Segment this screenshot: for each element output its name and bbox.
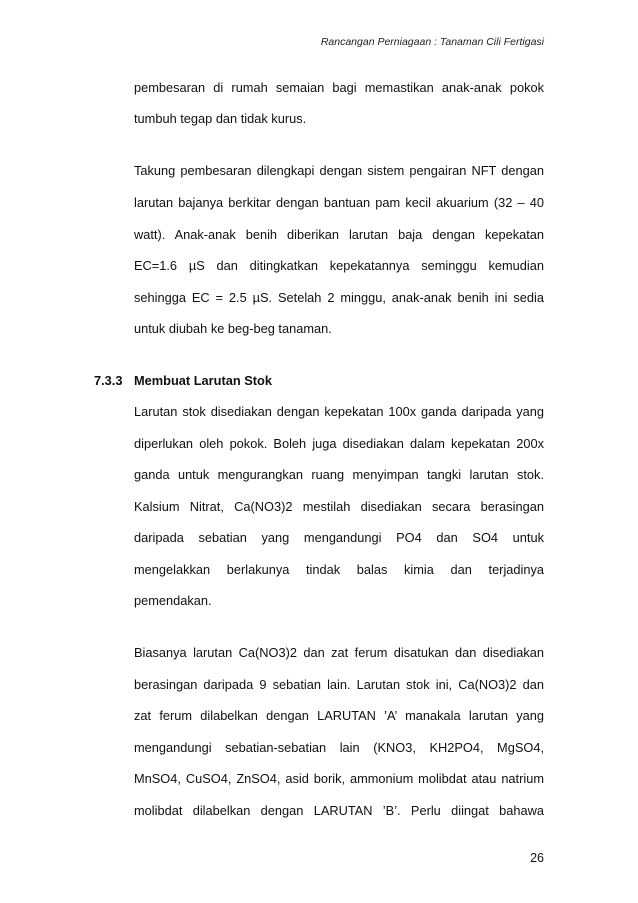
paragraph-4-line-6: molibdat dilabelkan dengan LARUTAN ’B’. Perlu diingat bahawa: [134, 803, 544, 818]
section-number: 7.3.3: [94, 373, 123, 388]
running-header: Rancangan Perniagaan : Tanaman Cili Fertigasi: [320, 36, 544, 48]
paragraph-4-line-5: MnSO4, CuSO4, ZnSO4, asid borik, ammonium molibdat atau natrium: [134, 771, 544, 786]
paragraph-4-line-2: berasingan daripada 9 sebatian lain. Larutan stok ini, Ca(NO3)2 dan: [134, 677, 544, 692]
paragraph-3-line-2: diperlukan oleh pokok. Boleh juga disediakan dalam kepekatan 200x: [134, 436, 544, 451]
paragraph-3-line-5: daripada sebatian yang mengandungi PO4 dan SO4 untuk: [134, 530, 544, 545]
paragraph-3-line-6: mengelakkan berlakunya tindak balas kimia dan terjadinya: [134, 562, 544, 577]
paragraph-3-line-3: ganda untuk mengurangkan ruang menyimpan tangki larutan stok.: [134, 467, 544, 482]
paragraph-2-line-5: sehingga EC = 2.5 µS. Setelah 2 minggu, anak-anak benih ini sedia: [134, 290, 544, 305]
section-title: Membuat Larutan Stok: [134, 373, 272, 388]
paragraph-2-line-3: watt). Anak-anak benih diberikan larutan baja dengan kepekatan: [134, 227, 544, 242]
page-number: 26: [530, 851, 544, 865]
section-heading: [94, 373, 272, 388]
paragraph-3-line-7: pemendakan.: [134, 593, 212, 608]
paragraph-2-line-4: EC=1.6 µS dan ditingkatkan kepekatannya seminggu kemudian: [134, 258, 544, 273]
paragraph-4-line-1: Biasanya larutan Ca(NO3)2 dan zat ferum disatukan dan disediakan: [134, 645, 544, 660]
paragraph-2-line-1: Takung pembesaran dilengkapi dengan sistem pengairan NFT dengan: [134, 163, 544, 178]
paragraph-1-line-1: pembesaran di rumah semaian bagi memastikan anak-anak pokok: [134, 80, 544, 95]
paragraph-1-line-2: tumbuh tegap dan tidak kurus.: [134, 111, 307, 126]
paragraph-4-line-4: mengandungi sebatian-sebatian lain (KNO3, KH2PO4, MgSO4,: [134, 740, 544, 755]
paragraph-3-line-1: Larutan stok disediakan dengan kepekatan 100x ganda daripada yang: [134, 404, 544, 419]
paragraph-3-line-4: Kalsium Nitrat, Ca(NO3)2 mestilah disediakan secara berasingan: [134, 499, 544, 514]
paragraph-2-line-6: untuk diubah ke beg-beg tanaman.: [134, 321, 332, 336]
paragraph-4-line-3: zat ferum dilabelkan dengan LARUTAN ’A’ manakala larutan yang: [134, 708, 544, 723]
paragraph-2-line-2: larutan bajanya berkitar dengan bantuan pam kecil akuarium (32 – 40: [134, 195, 544, 210]
